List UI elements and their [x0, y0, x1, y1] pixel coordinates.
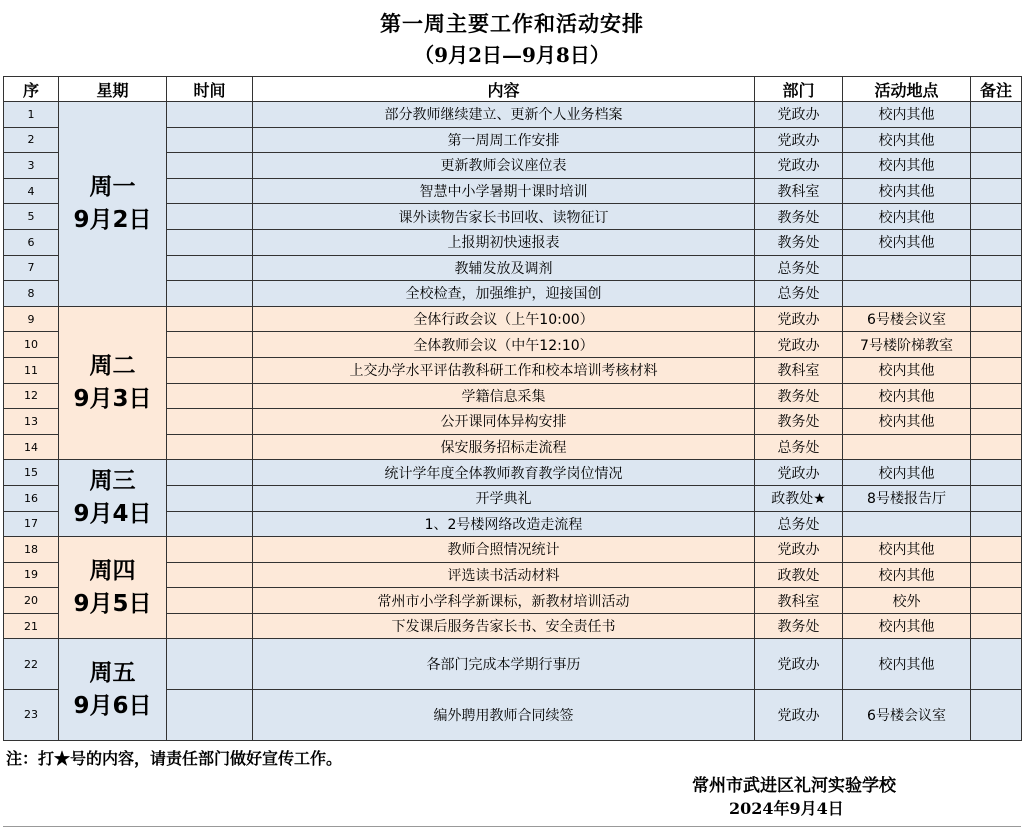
remarks-cell	[971, 127, 1022, 153]
remarks-cell	[971, 537, 1022, 563]
weekday-date: 9月4日	[73, 501, 152, 528]
weekday-name: 周三	[89, 468, 136, 495]
location-cell: 校内其他	[843, 229, 971, 255]
remarks-cell	[971, 383, 1022, 409]
bottom-divider	[3, 826, 1021, 827]
issue-date: 2024年9月4日	[729, 799, 844, 818]
department-cell: 党政办	[755, 690, 843, 741]
department-cell: 总务处	[755, 255, 843, 281]
department-cell: 政教处★	[755, 485, 843, 511]
table-row	[4, 306, 1022, 332]
content-cell: 评选读书活动材料	[253, 562, 755, 588]
row-number: 13	[4, 409, 59, 435]
department-cell: 党政办	[755, 332, 843, 358]
department-cell: 教务处	[755, 229, 843, 255]
content-cell: 上交办学水平评估教科研工作和校本培训考核材料	[253, 357, 755, 383]
row-number: 21	[4, 613, 59, 639]
row-number: 22	[4, 639, 59, 690]
row-number: 17	[4, 511, 59, 537]
weekday-name: 周二	[89, 353, 136, 380]
location-cell: 校内其他	[843, 127, 971, 153]
time-cell	[167, 588, 253, 614]
content-cell: 统计学年度全体教师教育教学岗位情况	[253, 460, 755, 486]
department-cell: 党政办	[755, 537, 843, 563]
location-cell: 7号楼阶梯教室	[843, 332, 971, 358]
row-number: 15	[4, 460, 59, 486]
remarks-cell	[971, 357, 1022, 383]
time-cell	[167, 613, 253, 639]
content-cell: 全体教师会议（中午12:10）	[253, 332, 755, 358]
table-row	[4, 460, 1022, 486]
location-cell: 校内其他	[843, 639, 971, 690]
remarks-cell	[971, 102, 1022, 128]
schedule-table	[3, 76, 1022, 741]
row-number: 14	[4, 434, 59, 460]
content-cell: 上报期初快速报表	[253, 229, 755, 255]
content-cell: 1、2号楼网络改造走流程	[253, 511, 755, 537]
location-cell	[843, 255, 971, 281]
department-cell: 教科室	[755, 588, 843, 614]
remarks-cell	[971, 306, 1022, 332]
content-cell: 下发课后服务告家长书、安全责任书	[253, 613, 755, 639]
remarks-cell	[971, 562, 1022, 588]
weekday-name: 周一	[89, 173, 136, 200]
location-cell	[843, 434, 971, 460]
content-cell: 各部门完成本学期行事历	[253, 639, 755, 690]
content-cell: 常州市小学科学新课标，新教材培训活动	[253, 588, 755, 614]
remarks-cell	[971, 409, 1022, 435]
remarks-cell	[971, 639, 1022, 690]
content-cell: 开学典礼	[253, 485, 755, 511]
department-cell: 总务处	[755, 434, 843, 460]
weekday-date: 9月3日	[73, 386, 152, 413]
location-cell: 6号楼会议室	[843, 306, 971, 332]
header-department: 部门	[755, 77, 843, 102]
row-number: 1	[4, 102, 59, 128]
weekday-cell	[59, 537, 167, 639]
location-cell: 校内其他	[843, 460, 971, 486]
content-cell: 保安服务招标走流程	[253, 434, 755, 460]
remarks-cell	[971, 255, 1022, 281]
location-cell	[843, 281, 971, 307]
header-content: 内容	[253, 77, 755, 102]
remarks-cell	[971, 460, 1022, 486]
time-cell	[167, 127, 253, 153]
time-cell	[167, 639, 253, 690]
time-cell	[167, 306, 253, 332]
page-title: 第一周主要工作和活动安排	[380, 11, 644, 36]
footnote: 注：打★号的内容，请责任部门做好宣传工作。	[6, 749, 343, 768]
department-cell: 党政办	[755, 102, 843, 128]
time-cell	[167, 178, 253, 204]
location-cell: 校内其他	[843, 178, 971, 204]
time-cell	[167, 357, 253, 383]
content-cell: 更新教师会议座位表	[253, 153, 755, 179]
weekday-cell	[59, 306, 167, 460]
weekday-date: 9月5日	[73, 590, 152, 617]
location-cell: 校内其他	[843, 204, 971, 230]
content-cell: 学籍信息采集	[253, 383, 755, 409]
table-row	[4, 537, 1022, 563]
row-number: 5	[4, 204, 59, 230]
location-cell: 校内其他	[843, 383, 971, 409]
remarks-cell	[971, 613, 1022, 639]
department-cell: 教务处	[755, 409, 843, 435]
row-number: 23	[4, 690, 59, 741]
time-cell	[167, 332, 253, 358]
remarks-cell	[971, 153, 1022, 179]
remarks-cell	[971, 434, 1022, 460]
weekday-cell	[59, 460, 167, 537]
table-row	[4, 102, 1022, 128]
location-cell: 8号楼报告厅	[843, 485, 971, 511]
row-number: 7	[4, 255, 59, 281]
content-cell: 公开课同体异构安排	[253, 409, 755, 435]
row-number: 10	[4, 332, 59, 358]
row-number: 9	[4, 306, 59, 332]
department-cell: 党政办	[755, 460, 843, 486]
time-cell	[167, 102, 253, 128]
time-cell	[167, 204, 253, 230]
time-cell	[167, 562, 253, 588]
header-row	[4, 77, 1022, 102]
remarks-cell	[971, 485, 1022, 511]
department-cell: 党政办	[755, 306, 843, 332]
remarks-cell	[971, 281, 1022, 307]
time-cell	[167, 255, 253, 281]
department-cell: 总务处	[755, 511, 843, 537]
department-cell: 教务处	[755, 204, 843, 230]
location-cell: 校内其他	[843, 537, 971, 563]
page-subtitle: （9月2日—9月8日）	[414, 43, 610, 67]
row-number: 4	[4, 178, 59, 204]
weekday-name: 周五	[89, 659, 136, 686]
content-cell: 第一周周工作安排	[253, 127, 755, 153]
department-cell: 政教处	[755, 562, 843, 588]
department-cell: 党政办	[755, 153, 843, 179]
row-number: 12	[4, 383, 59, 409]
weekday-name: 周四	[89, 557, 136, 584]
time-cell	[167, 281, 253, 307]
location-cell: 校内其他	[843, 613, 971, 639]
row-number: 16	[4, 485, 59, 511]
location-cell: 校内其他	[843, 102, 971, 128]
time-cell	[167, 229, 253, 255]
time-cell	[167, 383, 253, 409]
location-cell	[843, 511, 971, 537]
row-number: 3	[4, 153, 59, 179]
time-cell	[167, 460, 253, 486]
weekday-date: 9月2日	[73, 206, 152, 233]
location-cell: 校内其他	[843, 409, 971, 435]
remarks-cell	[971, 229, 1022, 255]
department-cell: 教务处	[755, 383, 843, 409]
remarks-cell	[971, 511, 1022, 537]
department-cell: 总务处	[755, 281, 843, 307]
location-cell: 校外	[843, 588, 971, 614]
content-cell: 智慧中小学暑期十课时培训	[253, 178, 755, 204]
content-cell: 教辅发放及调剂	[253, 255, 755, 281]
school-name: 常州市武进区礼河实验学校	[692, 776, 896, 796]
content-cell: 教师合照情况统计	[253, 537, 755, 563]
location-cell: 校内其他	[843, 153, 971, 179]
content-cell: 全校检查，加强维护，迎接国创	[253, 281, 755, 307]
row-number: 18	[4, 537, 59, 563]
location-cell: 校内其他	[843, 357, 971, 383]
location-cell: 校内其他	[843, 562, 971, 588]
header-location: 活动地点	[843, 77, 971, 102]
time-cell	[167, 434, 253, 460]
row-number: 11	[4, 357, 59, 383]
time-cell	[167, 153, 253, 179]
weekday-cell	[59, 639, 167, 740]
remarks-cell	[971, 690, 1022, 741]
time-cell	[167, 690, 253, 741]
remarks-cell	[971, 588, 1022, 614]
content-cell: 部分教师继续建立、更新个人业务档案	[253, 102, 755, 128]
remarks-cell	[971, 332, 1022, 358]
weekday-date: 9月6日	[73, 692, 152, 719]
time-cell	[167, 409, 253, 435]
content-cell: 全体行政会议（上午10:00）	[253, 306, 755, 332]
header-weekday: 星期	[59, 77, 167, 102]
time-cell	[167, 485, 253, 511]
header-time: 时间	[167, 77, 253, 102]
department-cell: 教科室	[755, 178, 843, 204]
time-cell	[167, 511, 253, 537]
department-cell: 教务处	[755, 613, 843, 639]
row-number: 19	[4, 562, 59, 588]
remarks-cell	[971, 204, 1022, 230]
row-number: 6	[4, 229, 59, 255]
remarks-cell	[971, 178, 1022, 204]
content-cell: 编外聘用教师合同续签	[253, 690, 755, 741]
row-number: 8	[4, 281, 59, 307]
department-cell: 党政办	[755, 639, 843, 690]
row-number: 2	[4, 127, 59, 153]
location-cell: 6号楼会议室	[843, 690, 971, 741]
weekday-cell	[59, 102, 167, 307]
header-no: 序	[4, 77, 59, 102]
content-cell: 课外读物告家长书回收、读物征订	[253, 204, 755, 230]
time-cell	[167, 537, 253, 563]
table-row	[4, 639, 1022, 690]
header-remarks: 备注	[971, 77, 1022, 102]
department-cell: 教科室	[755, 357, 843, 383]
department-cell: 党政办	[755, 127, 843, 153]
row-number: 20	[4, 588, 59, 614]
